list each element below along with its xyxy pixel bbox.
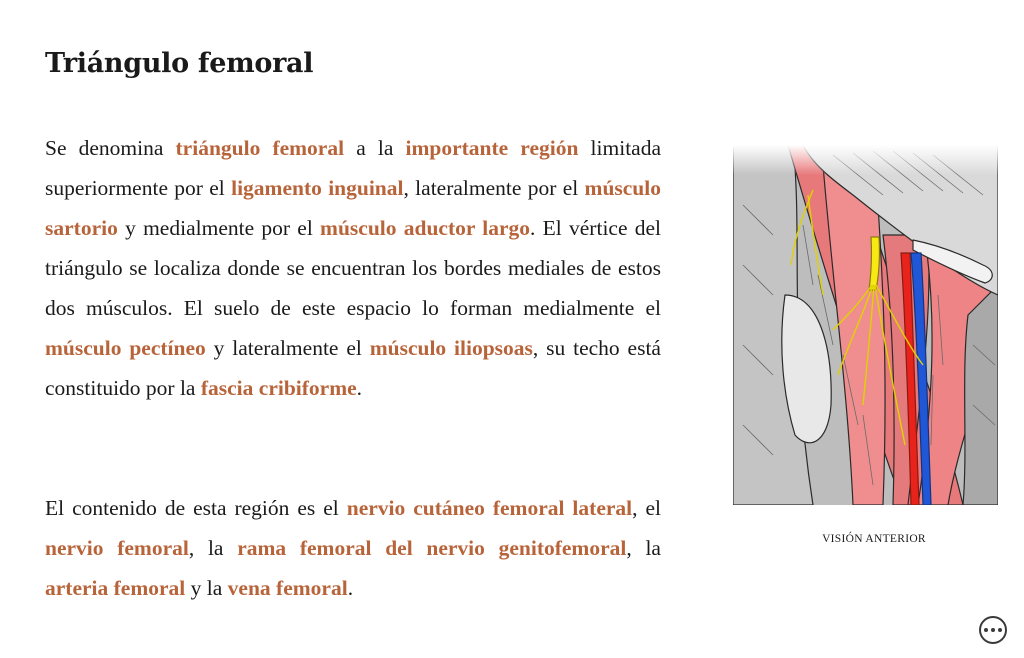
text-segment: y lateralmente el xyxy=(205,336,370,360)
link-importante-region[interactable]: importante región xyxy=(405,136,579,160)
text-segment: El contenido de esta región es el xyxy=(45,496,347,520)
text-segment: , la xyxy=(188,536,238,560)
link-nervio-femoral[interactable]: nervio femoral xyxy=(45,536,189,560)
text-segment: , el xyxy=(632,496,661,520)
link-musculo-aductor-largo[interactable]: músculo aductor largo xyxy=(320,216,531,240)
text-segment: . xyxy=(347,576,354,600)
page-title: Triángulo femoral xyxy=(45,48,314,79)
text-segment: limitada superiormente por el xyxy=(45,136,662,200)
text-segment: , la xyxy=(626,536,661,560)
link-triangulo-femoral[interactable]: triángulo femoral xyxy=(175,136,345,160)
figure-caption: VISIÓN ANTERIOR xyxy=(822,533,926,545)
text-segment: . El vértice del triángulo se localiza donde se encuentran los bordes mediales de estos dos músculos. El suelo de este espacio lo forman medialmente el xyxy=(45,216,662,320)
more-options-icon[interactable] xyxy=(979,616,1007,644)
link-arteria-femoral[interactable]: arteria femoral xyxy=(45,576,186,600)
dot-shape xyxy=(984,628,988,632)
text-segment: a la xyxy=(344,136,406,160)
link-fascia-cribiforme[interactable]: fascia cribiforme xyxy=(200,376,357,400)
text-segment: . xyxy=(356,376,363,400)
link-rama-femoral-genitofemoral[interactable]: rama femoral del nervio genitofemoral xyxy=(237,536,627,560)
femoral-triangle-illustration xyxy=(733,145,998,505)
text-segment: Se denomina xyxy=(45,136,176,160)
text-segment: , su techo está constituido por la xyxy=(45,336,661,400)
link-nervio-cutaneo-femoral-lateral[interactable]: nervio cutáneo femoral lateral xyxy=(346,496,633,520)
link-vena-femoral[interactable]: vena femoral xyxy=(227,576,348,600)
paragraph-boundaries xyxy=(45,128,661,408)
paragraph-contents xyxy=(45,488,661,608)
link-ligamento-inguinal[interactable]: ligamento inguinal xyxy=(231,176,404,200)
text-segment: , lateralmente por el xyxy=(403,176,585,200)
text-segment: y la xyxy=(185,576,228,600)
dot-shape xyxy=(998,628,1002,632)
dot-shape xyxy=(991,628,995,632)
text-segment: y medialmente por el xyxy=(117,216,321,240)
link-musculo-sartorio[interactable]: músculo sartorio xyxy=(45,176,661,240)
link-musculo-pectineo[interactable]: músculo pectíneo xyxy=(45,336,206,360)
link-musculo-iliopsoas[interactable]: músculo iliopsoas xyxy=(369,336,533,360)
